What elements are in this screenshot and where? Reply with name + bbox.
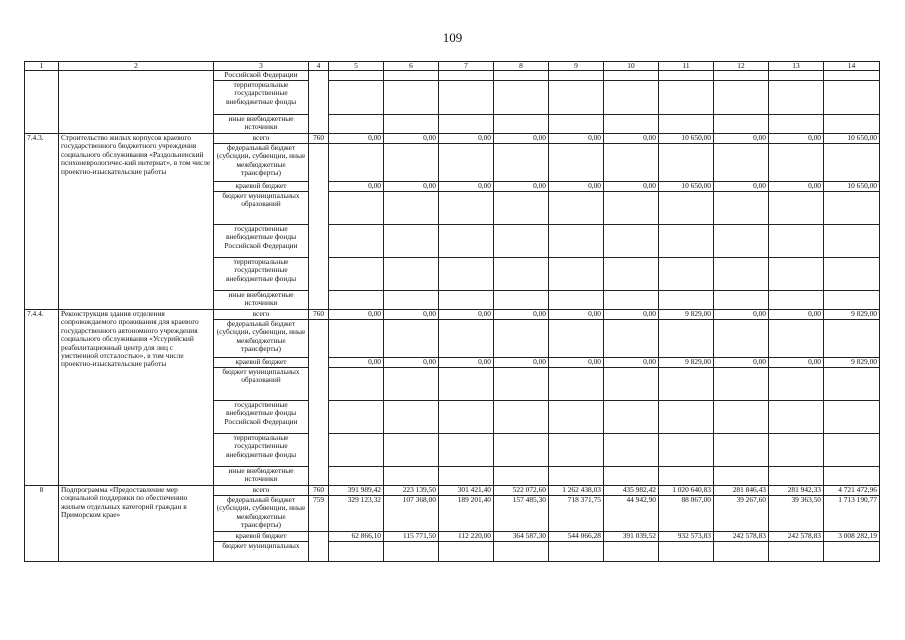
source-cell: территориальные государственные внебюджетные фонды bbox=[214, 434, 309, 467]
value-cell: 10 650,00 bbox=[659, 182, 714, 192]
col-header: 13 bbox=[769, 62, 824, 71]
value-cell: 3 008 282,19 bbox=[824, 532, 880, 542]
value-cell: 9 829,00 bbox=[824, 310, 880, 320]
value-cell: 0,00 bbox=[439, 358, 494, 368]
value-cell: 189 201,40 bbox=[439, 496, 494, 532]
col-header: 9 bbox=[549, 62, 604, 71]
table-row bbox=[25, 486, 880, 496]
item-name: Реконструкция здания отделения сопровождаемого проживания для краевого государственного автономного учреждения социального обслуживания «Уссурийский реабилитационный центр для лиц с умственной отсталостью», в том числе проектно-изыскательские работы bbox=[59, 310, 214, 486]
source-cell: федеральный бюджет (субсидии, субвенции, иные межбюджетные трансферты) bbox=[214, 320, 309, 358]
col-header: 11 bbox=[659, 62, 714, 71]
value-cell: 0,00 bbox=[494, 358, 549, 368]
col-header: 10 bbox=[604, 62, 659, 71]
source-cell: федеральный бюджет (субсидии, субвенции, иные межбюджетные трансферты) bbox=[214, 144, 309, 182]
col-header: 3 bbox=[214, 62, 309, 71]
source-cell: иные внебюджетные источники bbox=[214, 291, 309, 310]
source-cell: краевой бюджет bbox=[214, 358, 309, 368]
source-cell: иные внебюджетные источники bbox=[214, 467, 309, 486]
value-cell: 39 363,50 bbox=[769, 496, 824, 532]
value-cell: 0,00 bbox=[494, 134, 549, 144]
col-header: 1 bbox=[25, 62, 59, 71]
value-cell: 1 713 190,77 bbox=[824, 496, 880, 532]
value-cell: 0,00 bbox=[714, 358, 769, 368]
value-cell: 10 650,00 bbox=[659, 134, 714, 144]
value-cell: 112 220,00 bbox=[439, 532, 494, 542]
source-cell: краевой бюджет bbox=[214, 532, 309, 542]
value-cell: 0,00 bbox=[714, 134, 769, 144]
value-cell: 0,00 bbox=[549, 310, 604, 320]
value-cell: 0,00 bbox=[329, 310, 384, 320]
value-cell: 88 067,00 bbox=[659, 496, 714, 532]
code-cell: 760 bbox=[309, 486, 329, 496]
value-cell: 0,00 bbox=[604, 134, 659, 144]
value-cell: 0,00 bbox=[329, 358, 384, 368]
table-row bbox=[25, 310, 880, 320]
value-cell: 391 039,52 bbox=[604, 532, 659, 542]
source-cell: федеральный бюджет (субсидии, субвенции, иные межбюджетные трансферты) bbox=[214, 496, 309, 532]
value-cell: 544 066,28 bbox=[549, 532, 604, 542]
value-cell: 281 846,43 bbox=[714, 486, 769, 496]
value-cell: 0,00 bbox=[549, 134, 604, 144]
value-cell: 0,00 bbox=[329, 134, 384, 144]
item-number: 7.4.4. bbox=[25, 310, 59, 486]
source-cell: государственные внебюджетные фонды Российской Федерации bbox=[214, 401, 309, 434]
col-header: 2 bbox=[59, 62, 214, 71]
value-cell: 0,00 bbox=[714, 310, 769, 320]
value-cell: 0,00 bbox=[384, 358, 439, 368]
value-cell: 0,00 bbox=[714, 182, 769, 192]
value-cell: 0,00 bbox=[384, 182, 439, 192]
value-cell: 0,00 bbox=[329, 182, 384, 192]
source-cell: бюджет муниципальных образований bbox=[214, 368, 309, 401]
code-cell: 760 bbox=[309, 134, 329, 144]
source-cell: иные внебюджетные источники bbox=[214, 115, 309, 134]
code-cell: 760 bbox=[309, 310, 329, 320]
source-cell: всего bbox=[214, 134, 309, 144]
col-header: 8 bbox=[494, 62, 549, 71]
value-cell: 0,00 bbox=[769, 134, 824, 144]
value-cell: 223 139,50 bbox=[384, 486, 439, 496]
value-cell: 0,00 bbox=[604, 358, 659, 368]
value-cell: 391 989,42 bbox=[329, 486, 384, 496]
value-cell: 10 650,00 bbox=[824, 182, 880, 192]
value-cell: 932 573,83 bbox=[659, 532, 714, 542]
table-row bbox=[25, 134, 880, 144]
source-cell: всего bbox=[214, 310, 309, 320]
source-cell: бюджет муниципальных образований bbox=[214, 192, 309, 225]
value-cell: 157 485,30 bbox=[494, 496, 549, 532]
col-header: 7 bbox=[439, 62, 494, 71]
value-cell: 9 829,00 bbox=[659, 310, 714, 320]
item-name: Строительство жилых корпусов краевого государственного бюджетного учреждения социального обслуживания «Раздольненский психоневрологичес-кий интернат», в том числе проектно-изыскательские работы bbox=[59, 134, 214, 310]
value-cell: 115 771,50 bbox=[384, 532, 439, 542]
value-cell: 281 942,33 bbox=[769, 486, 824, 496]
item-number: 7.4.3. bbox=[25, 134, 59, 310]
table-row bbox=[25, 71, 880, 81]
source-cell: всего bbox=[214, 486, 309, 496]
page-number: 109 bbox=[442, 30, 463, 45]
value-cell: 0,00 bbox=[769, 358, 824, 368]
value-cell: 9 829,00 bbox=[659, 358, 714, 368]
col-header: 6 bbox=[384, 62, 439, 71]
item-number: 8 bbox=[25, 486, 59, 562]
col-header: 5 bbox=[329, 62, 384, 71]
item-name: Подпрограмма «Предоставление мер социальной поддержки по обеспечению жильем отдельных категорий граждан в Приморском крае» bbox=[59, 486, 214, 562]
value-cell: 44 942,90 bbox=[604, 496, 659, 532]
col-header: 4 bbox=[309, 62, 329, 71]
value-cell: 0,00 bbox=[439, 310, 494, 320]
source-cell: бюджет муниципальных bbox=[214, 542, 309, 562]
value-cell: 0,00 bbox=[769, 310, 824, 320]
value-cell: 0,00 bbox=[494, 310, 549, 320]
col-header: 14 bbox=[824, 62, 880, 71]
value-cell: 364 587,30 bbox=[494, 532, 549, 542]
value-cell: 242 578,83 bbox=[714, 532, 769, 542]
value-cell: 522 072,60 bbox=[494, 486, 549, 496]
value-cell: 0,00 bbox=[384, 134, 439, 144]
source-cell: территориальные государственные внебюджетные фонды bbox=[214, 258, 309, 291]
value-cell: 0,00 bbox=[549, 182, 604, 192]
value-cell: 0,00 bbox=[549, 358, 604, 368]
code-cell: 759 bbox=[309, 496, 329, 532]
value-cell: 39 267,60 bbox=[714, 496, 769, 532]
value-cell: 0,00 bbox=[769, 182, 824, 192]
value-cell: 301 421,40 bbox=[439, 486, 494, 496]
value-cell: 9 829,00 bbox=[824, 358, 880, 368]
value-cell: 718 371,75 bbox=[549, 496, 604, 532]
source-cell: государственные внебюджетные фонды Российской Федерации bbox=[214, 225, 309, 258]
value-cell: 1 262 438,03 bbox=[549, 486, 604, 496]
value-cell: 0,00 bbox=[439, 182, 494, 192]
value-cell: 4 721 472,96 bbox=[824, 486, 880, 496]
value-cell: 10 650,00 bbox=[824, 134, 880, 144]
value-cell: 107 368,00 bbox=[384, 496, 439, 532]
header-row bbox=[25, 62, 880, 71]
value-cell: 0,00 bbox=[494, 182, 549, 192]
source-cell: краевой бюджет bbox=[214, 182, 309, 192]
source-cell: Российской Федерации bbox=[214, 71, 309, 81]
value-cell: 0,00 bbox=[439, 134, 494, 144]
value-cell: 329 123,32 bbox=[329, 496, 384, 532]
value-cell: 242 578,83 bbox=[769, 532, 824, 542]
value-cell: 435 982,42 bbox=[604, 486, 659, 496]
value-cell: 0,00 bbox=[604, 182, 659, 192]
budget-table bbox=[24, 61, 880, 562]
value-cell: 1 020 640,83 bbox=[659, 486, 714, 496]
col-header: 12 bbox=[714, 62, 769, 71]
source-cell: территориальные государственные внебюджетные фонды bbox=[214, 81, 309, 115]
value-cell: 0,00 bbox=[604, 310, 659, 320]
value-cell: 0,00 bbox=[384, 310, 439, 320]
value-cell: 62 866,10 bbox=[329, 532, 384, 542]
